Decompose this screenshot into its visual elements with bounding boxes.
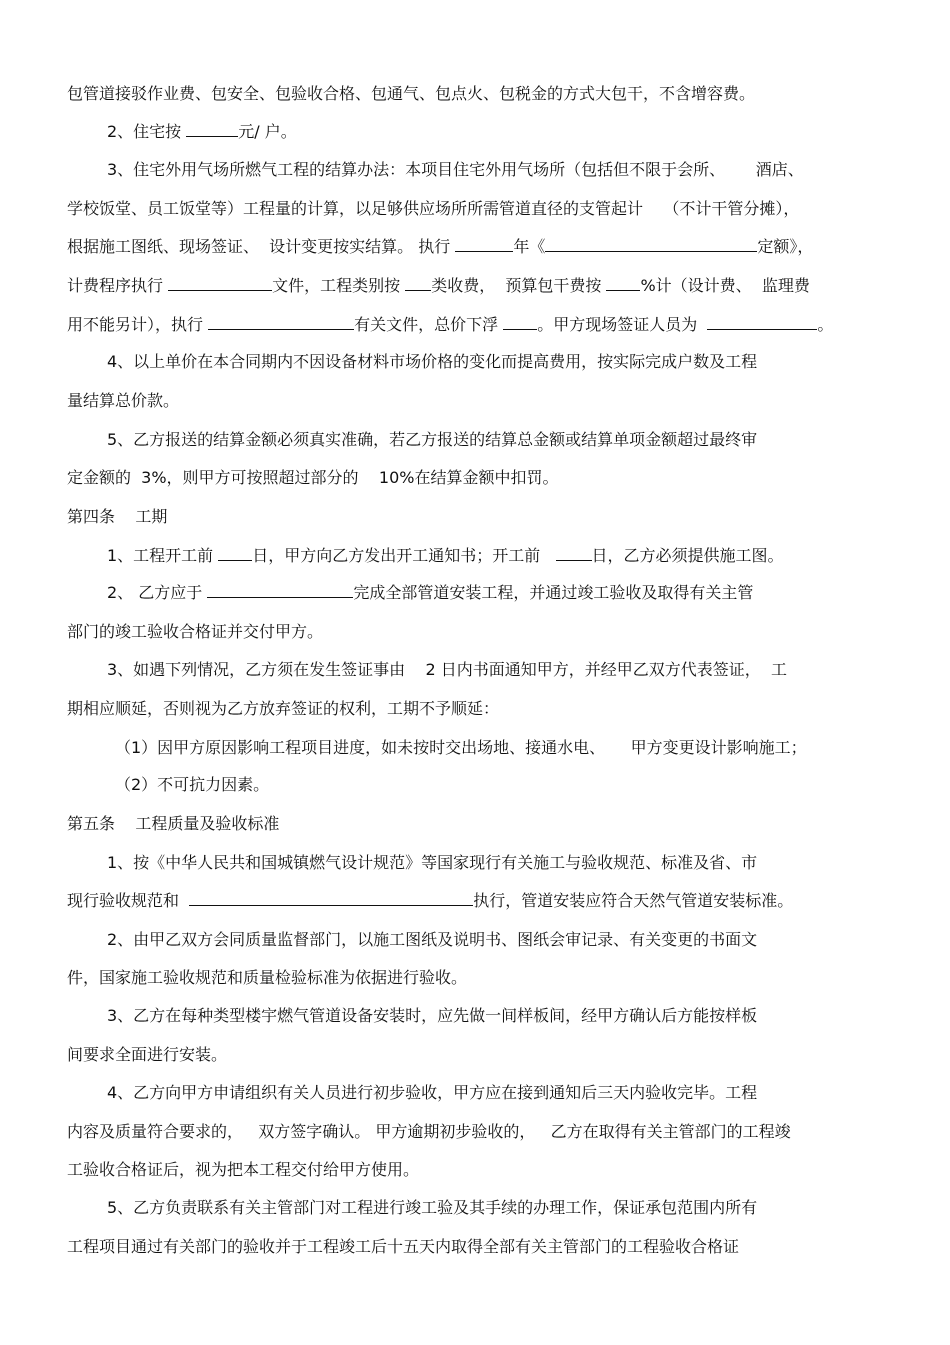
text-run: 1、按《中华人民共和国城镇燃气设计规范》等国家现行有关施工与验收规范、标准及省、市 [107, 853, 758, 872]
text-run: 定额》， [757, 237, 814, 256]
text-run: 定金额的 3%，则甲方可按照超过部分的 10%在结算金额中扣罚。 [67, 468, 559, 487]
text-run: 3、住宅外用气场所燃气工程的结算办法：本项目住宅外用气场所（包括但不限于会所、 酒店、 [107, 160, 804, 179]
text-run: 1、工程开工前 [107, 546, 219, 565]
text-line [67, 315, 833, 335]
text-line [67, 237, 813, 257]
text-line [67, 968, 467, 988]
text-run: 执行，管道安装应符合天然气管道安装标准。 [473, 891, 794, 910]
text-run: 日，甲方向乙方发出开工通知书；开工前 [252, 546, 556, 565]
text-line [107, 122, 297, 142]
text-line [67, 84, 755, 104]
fill-in-blank[interactable] [606, 276, 640, 291]
text-run: 3、乙方在每种类型楼宇燃气管道设备安装时，应先做一间样板间，经甲方确认后方能按样板 [107, 1006, 758, 1025]
text-run: 根据施工图纸、现场签证、 设计变更按实结算。 执行 [67, 237, 456, 256]
fill-in-blank[interactable] [405, 276, 431, 291]
text-run: （1）因甲方原因影响工程项目进度，如未按时交出场地、接通水电、 甲方变更设计影响施工； [115, 738, 807, 757]
text-run: 用不能另计），执行 [67, 315, 209, 334]
fill-in-blank[interactable] [218, 546, 252, 561]
text-run: 元/ 户。 [238, 122, 297, 141]
text-line [67, 699, 499, 719]
text-run: 量结算总价款。 [67, 391, 180, 410]
text-run: 5、乙方负责联系有关主管部门对工程进行竣工验及其手续的办理工作，保证承包范围内所有 [107, 1198, 758, 1217]
text-line [107, 546, 784, 566]
text-run: 第五条 工程质量及验收标准 [67, 814, 280, 833]
text-run: 5、乙方报送的结算金额必须真实准确，若乙方报送的结算总金额或结算单项金额超过最终审 [107, 430, 758, 449]
text-run: 3、如遇下列情况，乙方须在发生签证事由 2 日内书面通知甲方，并经甲乙双方代表签证， 工 [107, 660, 787, 679]
text-line [67, 1122, 791, 1142]
text-run: 有关文件，总价下浮 [354, 315, 504, 334]
text-run: 4、乙方向甲方申请组织有关人员进行初步验收，甲方应在接到通知后三天内验收完毕。工程 [107, 1083, 758, 1102]
text-run: 学校饭堂、员工饭堂等）工程量的计算，以足够供应场所所需管道直径的支管起计 （不计干管分摊）， [67, 199, 800, 218]
text-run: 件，国家施工验收规范和质量检验标准为依据进行验收。 [67, 968, 468, 987]
text-line [67, 199, 799, 219]
text-line [107, 160, 804, 180]
text-line [107, 352, 757, 372]
text-run: 现行验收规范和 [67, 891, 190, 910]
text-line [107, 930, 757, 950]
text-run: 第四条 工期 [67, 507, 168, 526]
text-run: 文件，工程类别按 [272, 276, 406, 295]
text-line [67, 468, 558, 488]
text-line [67, 391, 179, 411]
text-line [67, 891, 793, 911]
text-run: 工程项目通过有关部门的验收并于工程竣工后十五天内取得全部有关主管部门的工程验收合格证 [67, 1237, 740, 1256]
fill-in-blank[interactable] [186, 122, 238, 137]
text-line [115, 738, 807, 758]
text-line [67, 1160, 419, 1180]
text-run: 工验收合格证后，视为把本工程交付给甲方使用。 [67, 1160, 420, 1179]
text-run: 。甲方现场签证人员为 [537, 315, 708, 334]
text-run: 。 [817, 315, 834, 334]
text-run: （2）不可抗力因素。 [115, 775, 270, 794]
fill-in-blank[interactable] [189, 891, 473, 906]
fill-in-blank[interactable] [207, 583, 353, 598]
fill-in-blank[interactable] [707, 315, 817, 330]
text-run: 包管道接驳作业费、包安全、包验收合格、包通气、包点火、包税金的方式大包干，不含增容费。 [67, 84, 756, 103]
text-line [67, 622, 323, 642]
text-line [107, 1083, 757, 1103]
text-line [107, 583, 753, 603]
fill-in-blank[interactable] [455, 237, 513, 252]
text-line [107, 1006, 757, 1026]
text-line [67, 276, 810, 296]
text-run: 年《 [513, 237, 546, 256]
fill-in-blank[interactable] [503, 315, 537, 330]
fill-in-blank[interactable] [168, 276, 272, 291]
text-run: 计费程序执行 [67, 276, 169, 295]
text-run: 部门的竣工验收合格证并交付甲方。 [67, 622, 324, 641]
text-line [67, 1045, 227, 1065]
text-line [67, 507, 167, 527]
text-line [107, 430, 757, 450]
text-line [67, 814, 279, 834]
text-run: 完成全部管道安装工程，并通过竣工验收及取得有关主管 [353, 583, 754, 602]
text-run: 2、由甲乙双方会同质量监督部门，以施工图纸及说明书、图纸会审记录、有关变更的书面文 [107, 930, 758, 949]
text-run: 2、住宅按 [107, 122, 187, 141]
fill-in-blank[interactable] [208, 315, 354, 330]
text-line [107, 1198, 757, 1218]
text-line [107, 853, 757, 873]
text-line [67, 1237, 739, 1257]
fill-in-blank[interactable] [545, 237, 757, 252]
text-run: 间要求全面进行安装。 [67, 1045, 228, 1064]
fill-in-blank[interactable] [556, 546, 592, 561]
text-run: 2、 乙方应于 [107, 583, 208, 602]
text-run: 日，乙方必须提供施工图。 [591, 546, 784, 565]
text-run: 类收费， 预算包干费按 [431, 276, 607, 295]
text-line [107, 660, 787, 680]
text-run: %计（设计费、 监理费 [640, 276, 810, 295]
text-run: 4、以上单价在本合同期内不因设备材料市场价格的变化而提高费用，按实际完成户数及工程 [107, 352, 758, 371]
text-line [115, 775, 269, 795]
text-run: 内容及质量符合要求的， 双方签字确认。 甲方逾期初步验收的， 乙方在取得有关主管部门的工程竣 [67, 1122, 791, 1141]
text-run: 期相应顺延，否则视为乙方放弃签证的权利，工期不予顺延： [67, 699, 500, 718]
